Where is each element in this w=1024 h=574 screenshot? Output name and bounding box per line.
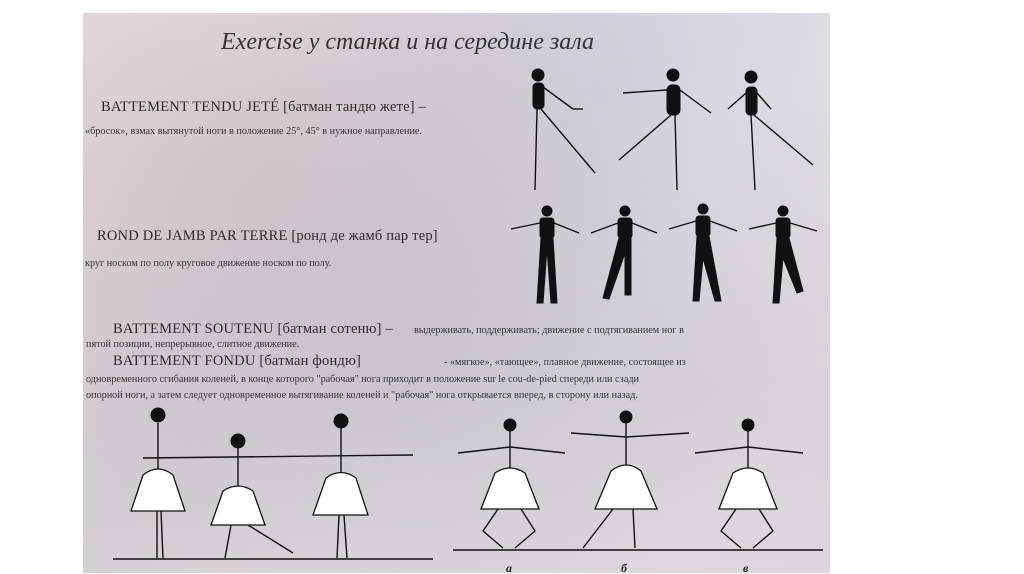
text-battement-soutenu-inline: выдерживать, поддерживать; движение с подтягиванием ног в [414, 325, 684, 336]
heading-battement-tendu-jete: BATTEMENT TENDU JETÉ [батман тандю жете] – [101, 99, 427, 115]
text-rond-de-jamb: круг носком по полу круговое движение носком по полу. [85, 258, 332, 269]
illustration-rond-de-jamb [503, 203, 823, 313]
illustration-tendu-jete [523, 65, 823, 200]
figure-label-b: б [621, 561, 627, 573]
text-battement-fondu-2: опорной ноги, а затем следует одновременное вытягивание коленей и "рабочая" нога открывается вперед, в сторону или назад. [86, 390, 638, 401]
slide [83, 13, 830, 573]
text-battement-fondu-inline: - «мягкое», «тающее», плавное движение, состоящее из [444, 357, 686, 368]
heading-rond-de-jamb: ROND DE JAMB PAR TERRE [ронд де жамб пар тер] [97, 228, 438, 244]
figure-label-v: в [743, 561, 749, 573]
text-battement-tendu-jete: «бросок», взмах вытянутой ноги в положение 25°, 45° в нужное направление. [85, 126, 422, 137]
illustration-fondu-center [453, 413, 823, 563]
figure-label-a: а [506, 561, 512, 573]
slide-title: Exercise у станка и на середине зала [221, 29, 594, 55]
illustration-fondu-barre [113, 403, 433, 563]
text-battement-soutenu: пятой позиции, непрерывное, слитное движение. [86, 339, 300, 350]
text-battement-fondu-1: одновременного сгибания коленей, в конце которого "рабочая" нога приходит в положение sur le cou-de-pied спереди или сзади [86, 374, 639, 385]
heading-battement-fondu: BATTEMENT FONDU [батман фондю] [113, 353, 362, 369]
heading-battement-soutenu: BATTEMENT SOUTENU [батман сотеню] – [113, 321, 393, 337]
